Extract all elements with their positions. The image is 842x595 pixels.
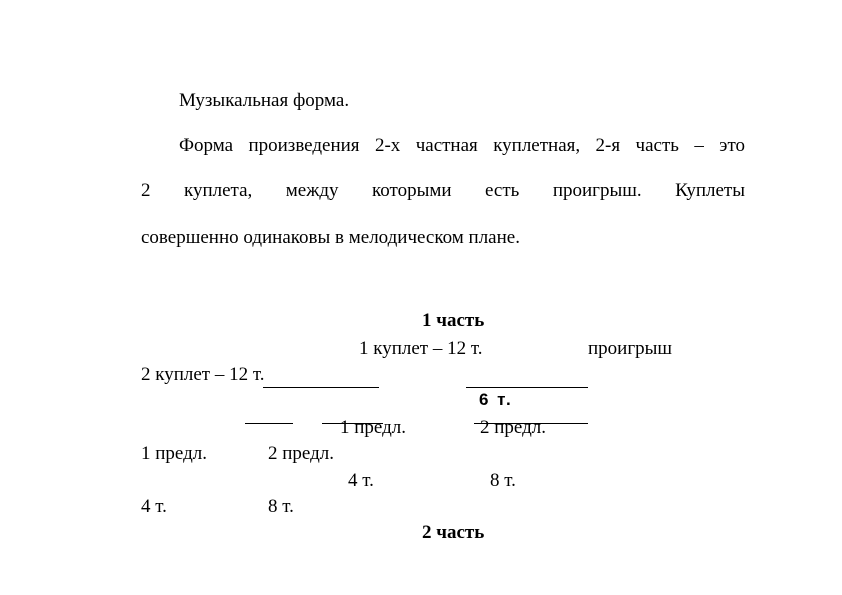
couplet2-label: 2 куплет – 12 т.	[141, 364, 265, 385]
couplet1-bars1: 4 т.	[348, 470, 374, 491]
couplet1-phrase2: 2 предл.	[480, 417, 546, 438]
couplet2-bars2: 8 т.	[268, 496, 294, 517]
couplet1-bars2: 8 т.	[490, 470, 516, 491]
couplet1-phrase1: 1 предл.	[340, 417, 406, 438]
paragraph-line-2: 2 куплета, между которыми есть проигрыш. Куплеты	[141, 180, 745, 201]
couplet2-phrase1: 1 предл.	[141, 443, 207, 464]
phrase1-bracket-line	[245, 423, 293, 424]
couplet1-bracket-line	[263, 387, 379, 388]
paragraph-line-3: совершенно одинаковы в мелодическом плане.	[141, 227, 520, 248]
couplet2-phrase2: 2 предл.	[268, 443, 334, 464]
interlude-label: проигрыш	[588, 338, 673, 359]
couplet1-label: 1 куплет – 12 т.	[359, 338, 483, 359]
interlude-length: 6 т.	[479, 390, 513, 409]
part1-title: 1 часть	[422, 310, 485, 331]
couplet2-bars1: 4 т.	[141, 496, 167, 517]
paragraph-line-1: Форма произведения 2-х частная куплетная, 2-я часть – это	[179, 135, 745, 156]
part2-title: 2 часть	[422, 522, 485, 543]
section-heading: Музыкальная форма.	[179, 90, 350, 111]
interlude-bracket-line	[466, 387, 588, 388]
